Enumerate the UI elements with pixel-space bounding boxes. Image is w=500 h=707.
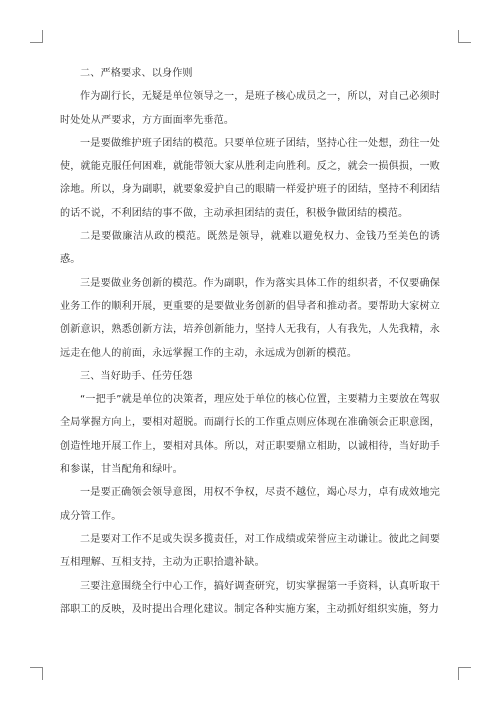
crop-mark-bottom-right [458,667,471,680]
section-heading-3: 三、当好助手、任劳任怨 [80,370,193,382]
paragraph-research: 三要注意围绕全行中心工作，搞好调查研究，切实掌握第一手资料，认真听取干部职工的反映，及时提出合理化建议。制定各种实施方案，主动抓好组织实施，努力 [60,580,440,615]
paragraph-leader: “一把手”就是单位的决策者，理应处于单位的核心位置，主要精力主要放在驾驭全局掌握方向上，要相对超脱。而副行长的工作重点则应体现在准确领会正职意图，创造性地开展工作上，要相对具体。所以，对正职要鼎立相助，以诚相待，当好助手和参谋，甘当配角和绿叶。 [60,394,440,476]
document-body [60,62,440,621]
paragraph-unity: 一是要做维护班子团结的模范。只要单位班子团结，坚持心往一处想，劲往一处使，就能克服任何困难，就能带领大家从胜利走向胜利。反之，就会一损俱损，一败涂地。所以，身为副职，就要象爱护自己的眼睛一样爱护班子的团结，坚持不利团结的话不说，不利团结的事不做，主动承担团结的责任，积极争做团结的模范。 [60,137,440,219]
paragraph-intro: 作为副行长，无疑是单位领导之一，是班子核心成员之一，所以，对自己必须时时处处从严要求，方方面面率先垂范。 [60,91,440,126]
paragraph-intent: 一是要正确领会领导意图，用权不争权，尽责不越位，竭心尽力，卓有成效地完成分管工作。 [60,487,440,522]
paragraph-responsibility: 二是要对工作不足或失误多揽责任，对工作成绩或荣誉应主动谦让。彼此之间要互相理解、互相支持，主动为正职拾遗补缺。 [60,533,440,569]
crop-mark-bottom-left [30,667,43,680]
crop-mark-top-right [458,30,471,43]
paragraph-integrity: 二是要做廉洁从政的模范。既然是领导，就难以避免权力、金钱乃至美色的诱惑。 [60,231,440,266]
crop-mark-top-left [30,30,43,43]
paragraph-innovation: 三是要做业务创新的模范。作为副职，作为落实具体工作的组织者，不仅要确保业务工作的顺利开展，更重要的是要做业务创新的倡导者和推动者。要帮助大家树立创新意识，熟悉创新方法，培养创新能力，坚持人无我有，人有我先，人先我精，永远走在他人的前面，永远掌握工作的主动，永远成为创新的模范。 [60,277,440,359]
section-heading-2: 二、严格要求、以身作则 [80,68,193,79]
